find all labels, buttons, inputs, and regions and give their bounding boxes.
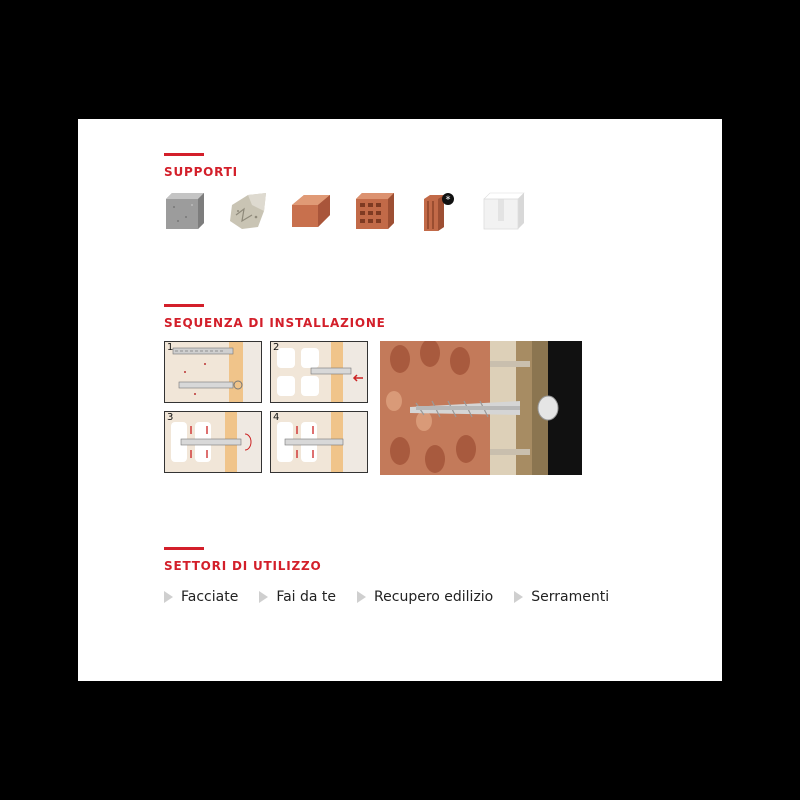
arrow-right-icon [357, 591, 366, 603]
sector-item-recupero-edilizio [357, 589, 493, 605]
svg-text:*: * [445, 194, 451, 206]
sector-label: Fai da te [276, 589, 337, 605]
install-step-3 [164, 411, 262, 473]
install-step-4 [270, 411, 368, 473]
step-number: 2 [273, 342, 280, 353]
product-card [78, 119, 722, 681]
sector-item-serramenti [514, 589, 609, 605]
concrete-block-icon [164, 191, 204, 231]
section-accent-bar [164, 153, 204, 156]
sectors-heading: SETTORI DI UTILIZZO [164, 559, 322, 573]
arrow-right-icon [514, 591, 523, 603]
installation-heading: SEQUENZA DI INSTALLAZIONE [164, 316, 386, 330]
solid-brick-icon [290, 191, 332, 231]
step-number: 3 [167, 412, 174, 423]
arrow-right-icon [164, 591, 173, 603]
hollow-brick-asterisk-icon [422, 191, 458, 231]
anchor-cross-section-image [380, 341, 582, 475]
sector-item-facciate [164, 589, 238, 605]
sector-label: Facciate [181, 589, 239, 605]
sector-item-fai-da-te [259, 589, 336, 605]
perforated-brick-icon [354, 191, 396, 231]
cracked-concrete-icon [228, 191, 270, 231]
sector-label: Recupero edilizio [374, 589, 494, 605]
install-step-1 [164, 341, 262, 403]
supports-section [164, 153, 238, 179]
step-number: 4 [273, 412, 280, 423]
supports-heading: SUPPORTI [164, 165, 238, 179]
section-accent-bar [164, 547, 204, 550]
sector-label: Serramenti [531, 589, 610, 605]
aerated-concrete-icon [482, 191, 526, 231]
step-number: 1 [167, 342, 174, 353]
section-accent-bar [164, 304, 204, 307]
arrow-right-icon [259, 591, 268, 603]
sectors-section [164, 547, 321, 573]
install-step-2 [270, 341, 368, 403]
installation-section [164, 304, 386, 330]
sectors-list [164, 589, 630, 605]
